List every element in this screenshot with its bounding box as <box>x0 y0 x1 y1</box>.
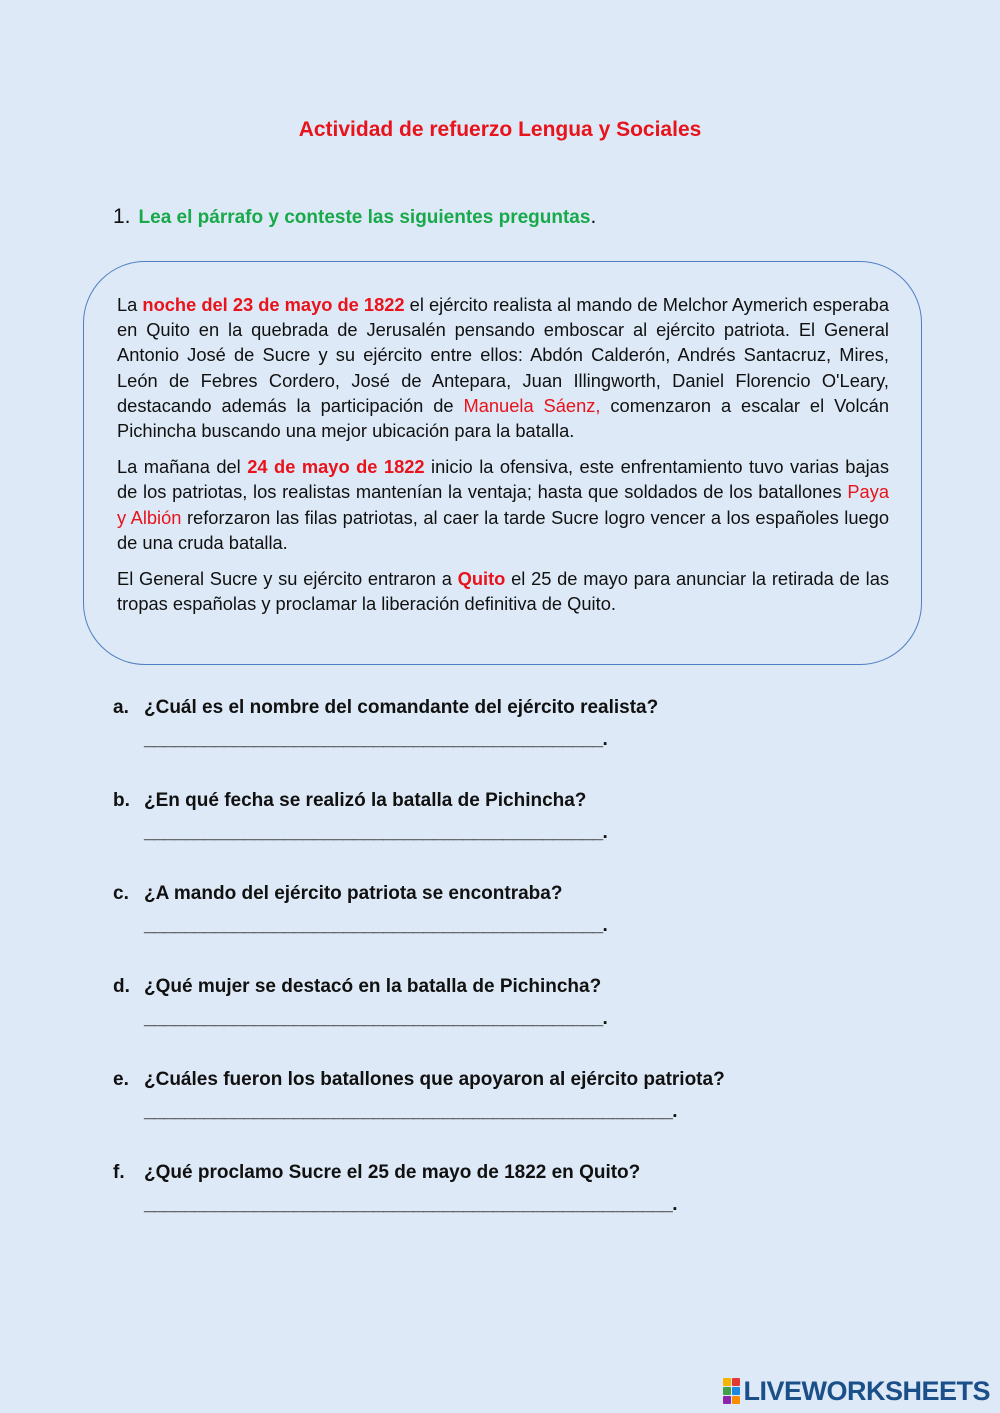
question-letter: d. <box>113 976 130 997</box>
question-e <box>113 1069 813 1162</box>
question-letter: c. <box>113 883 129 904</box>
answer-line <box>144 729 607 751</box>
question-b <box>113 790 813 883</box>
passage-highlight-date: 24 de mayo de 1822 <box>247 456 425 478</box>
question-letter: f. <box>113 1162 125 1183</box>
answer-line <box>144 1008 607 1030</box>
answer-line <box>144 1194 677 1216</box>
answer-input-a[interactable] <box>144 729 611 759</box>
passage-text: La mañana del <box>117 456 248 478</box>
passage-paragraph-3 <box>117 566 889 616</box>
question-text: ¿A mando del ejército patriota se encontraba? <box>144 883 563 904</box>
logo-text: LIVEWORKSHEETS <box>743 1375 990 1406</box>
answer-blank: ______________________________________________. <box>144 915 608 936</box>
passage-highlight-place: Quito <box>457 568 506 590</box>
logo-square <box>723 1378 731 1386</box>
logo-square <box>732 1387 740 1395</box>
answer-input-b[interactable] <box>144 822 611 852</box>
reading-passage-box <box>83 261 922 665</box>
question-letter: e. <box>113 1069 129 1090</box>
passage-highlight-name: Paya y Albión <box>117 481 889 528</box>
question-f <box>113 1162 813 1255</box>
answer-blank: ______________________________________________. <box>144 822 608 843</box>
passage-paragraph-2 <box>117 454 889 555</box>
question-a <box>113 697 813 790</box>
answer-input-d[interactable] <box>144 1008 611 1038</box>
logo-square <box>732 1396 740 1404</box>
passage-text: El General Sucre y su ejército entraron a <box>117 568 458 590</box>
answer-blank: ______________________________________________. <box>144 729 608 750</box>
question-text: ¿Qué mujer se destacó en la batalla de Pichincha? <box>144 976 602 997</box>
instruction-text: Lea el párrafo y conteste las siguientes preguntas <box>138 207 591 228</box>
instruction-number: 1. <box>113 205 131 228</box>
logo-square <box>732 1378 740 1386</box>
passage-text: el ejército realista al mando de Melchor Aymerich esperaba en Quito en la quebrada de Jerusalén pensando emboscar al ejército patriota. El General Antonio José de Sucre y su ejército entre ellos: Abdón Calderón, Andrés Santacruz, Mires, León de Febres Cordero, José de Antepara, Juan Illingworth, Daniel Florencio O'Leary, destacando además la participación de <box>117 294 889 416</box>
instruction <box>113 205 596 229</box>
logo-square <box>723 1396 731 1404</box>
instruction-end: . <box>590 205 597 228</box>
answer-line <box>144 915 607 937</box>
passage-highlight-date: noche del 23 de mayo de 1822 <box>142 294 405 315</box>
question-text: ¿En qué fecha se realizó la batalla de Pichincha? <box>144 790 587 811</box>
liveworksheets-logo <box>723 1375 990 1407</box>
question-text: ¿Qué proclamo Sucre el 25 de mayo de 1822 en Quito? <box>144 1162 641 1183</box>
question-c <box>113 883 813 976</box>
answer-input-e[interactable] <box>144 1101 681 1131</box>
answer-blank: _____________________________________________________. <box>144 1194 677 1215</box>
passage-text: La <box>117 294 143 315</box>
question-text: ¿Cuáles fueron los batallones que apoyaron al ejército patriota? <box>144 1069 725 1090</box>
passage-text: el 25 de mayo para anunciar la retirada de las tropas españolas y proclamar la liberación definitiva de Quito. <box>117 568 889 615</box>
question-letter: b. <box>113 790 130 811</box>
answer-blank: ______________________________________________. <box>144 1008 608 1029</box>
question-d <box>113 976 813 1069</box>
answer-input-c[interactable] <box>144 915 611 945</box>
passage-text: inicio la ofensiva, este enfrentamiento tuvo varias bajas de los patriotas, los realistas mantenían la ventaja; hasta que soldados de los batallones <box>117 456 889 503</box>
question-text: ¿Cuál es el nombre del comandante del ejército realista? <box>144 697 659 718</box>
passage-text: reforzaron las filas patriotas, al caer la tarde Sucre logro vencer a los españoles luego de una cruda batalla. <box>117 506 889 553</box>
answer-line <box>144 822 607 844</box>
passage-highlight-name: Manuela Sáenz, <box>463 394 601 416</box>
answer-blank: _____________________________________________________. <box>144 1101 677 1122</box>
answer-input-f[interactable] <box>144 1194 681 1224</box>
logo-square <box>723 1387 731 1395</box>
question-list <box>113 697 813 1255</box>
answer-line <box>144 1101 677 1123</box>
passage-paragraph-1 <box>117 292 889 443</box>
liveworksheets-logo-icon <box>723 1378 740 1404</box>
passage-text: comenzaron a escalar el Volcán Pichincha buscando una mejor ubicación para la batalla. <box>117 394 889 442</box>
question-letter: a. <box>113 697 129 718</box>
page-title: Actividad de refuerzo Lengua y Sociales <box>298 118 702 141</box>
